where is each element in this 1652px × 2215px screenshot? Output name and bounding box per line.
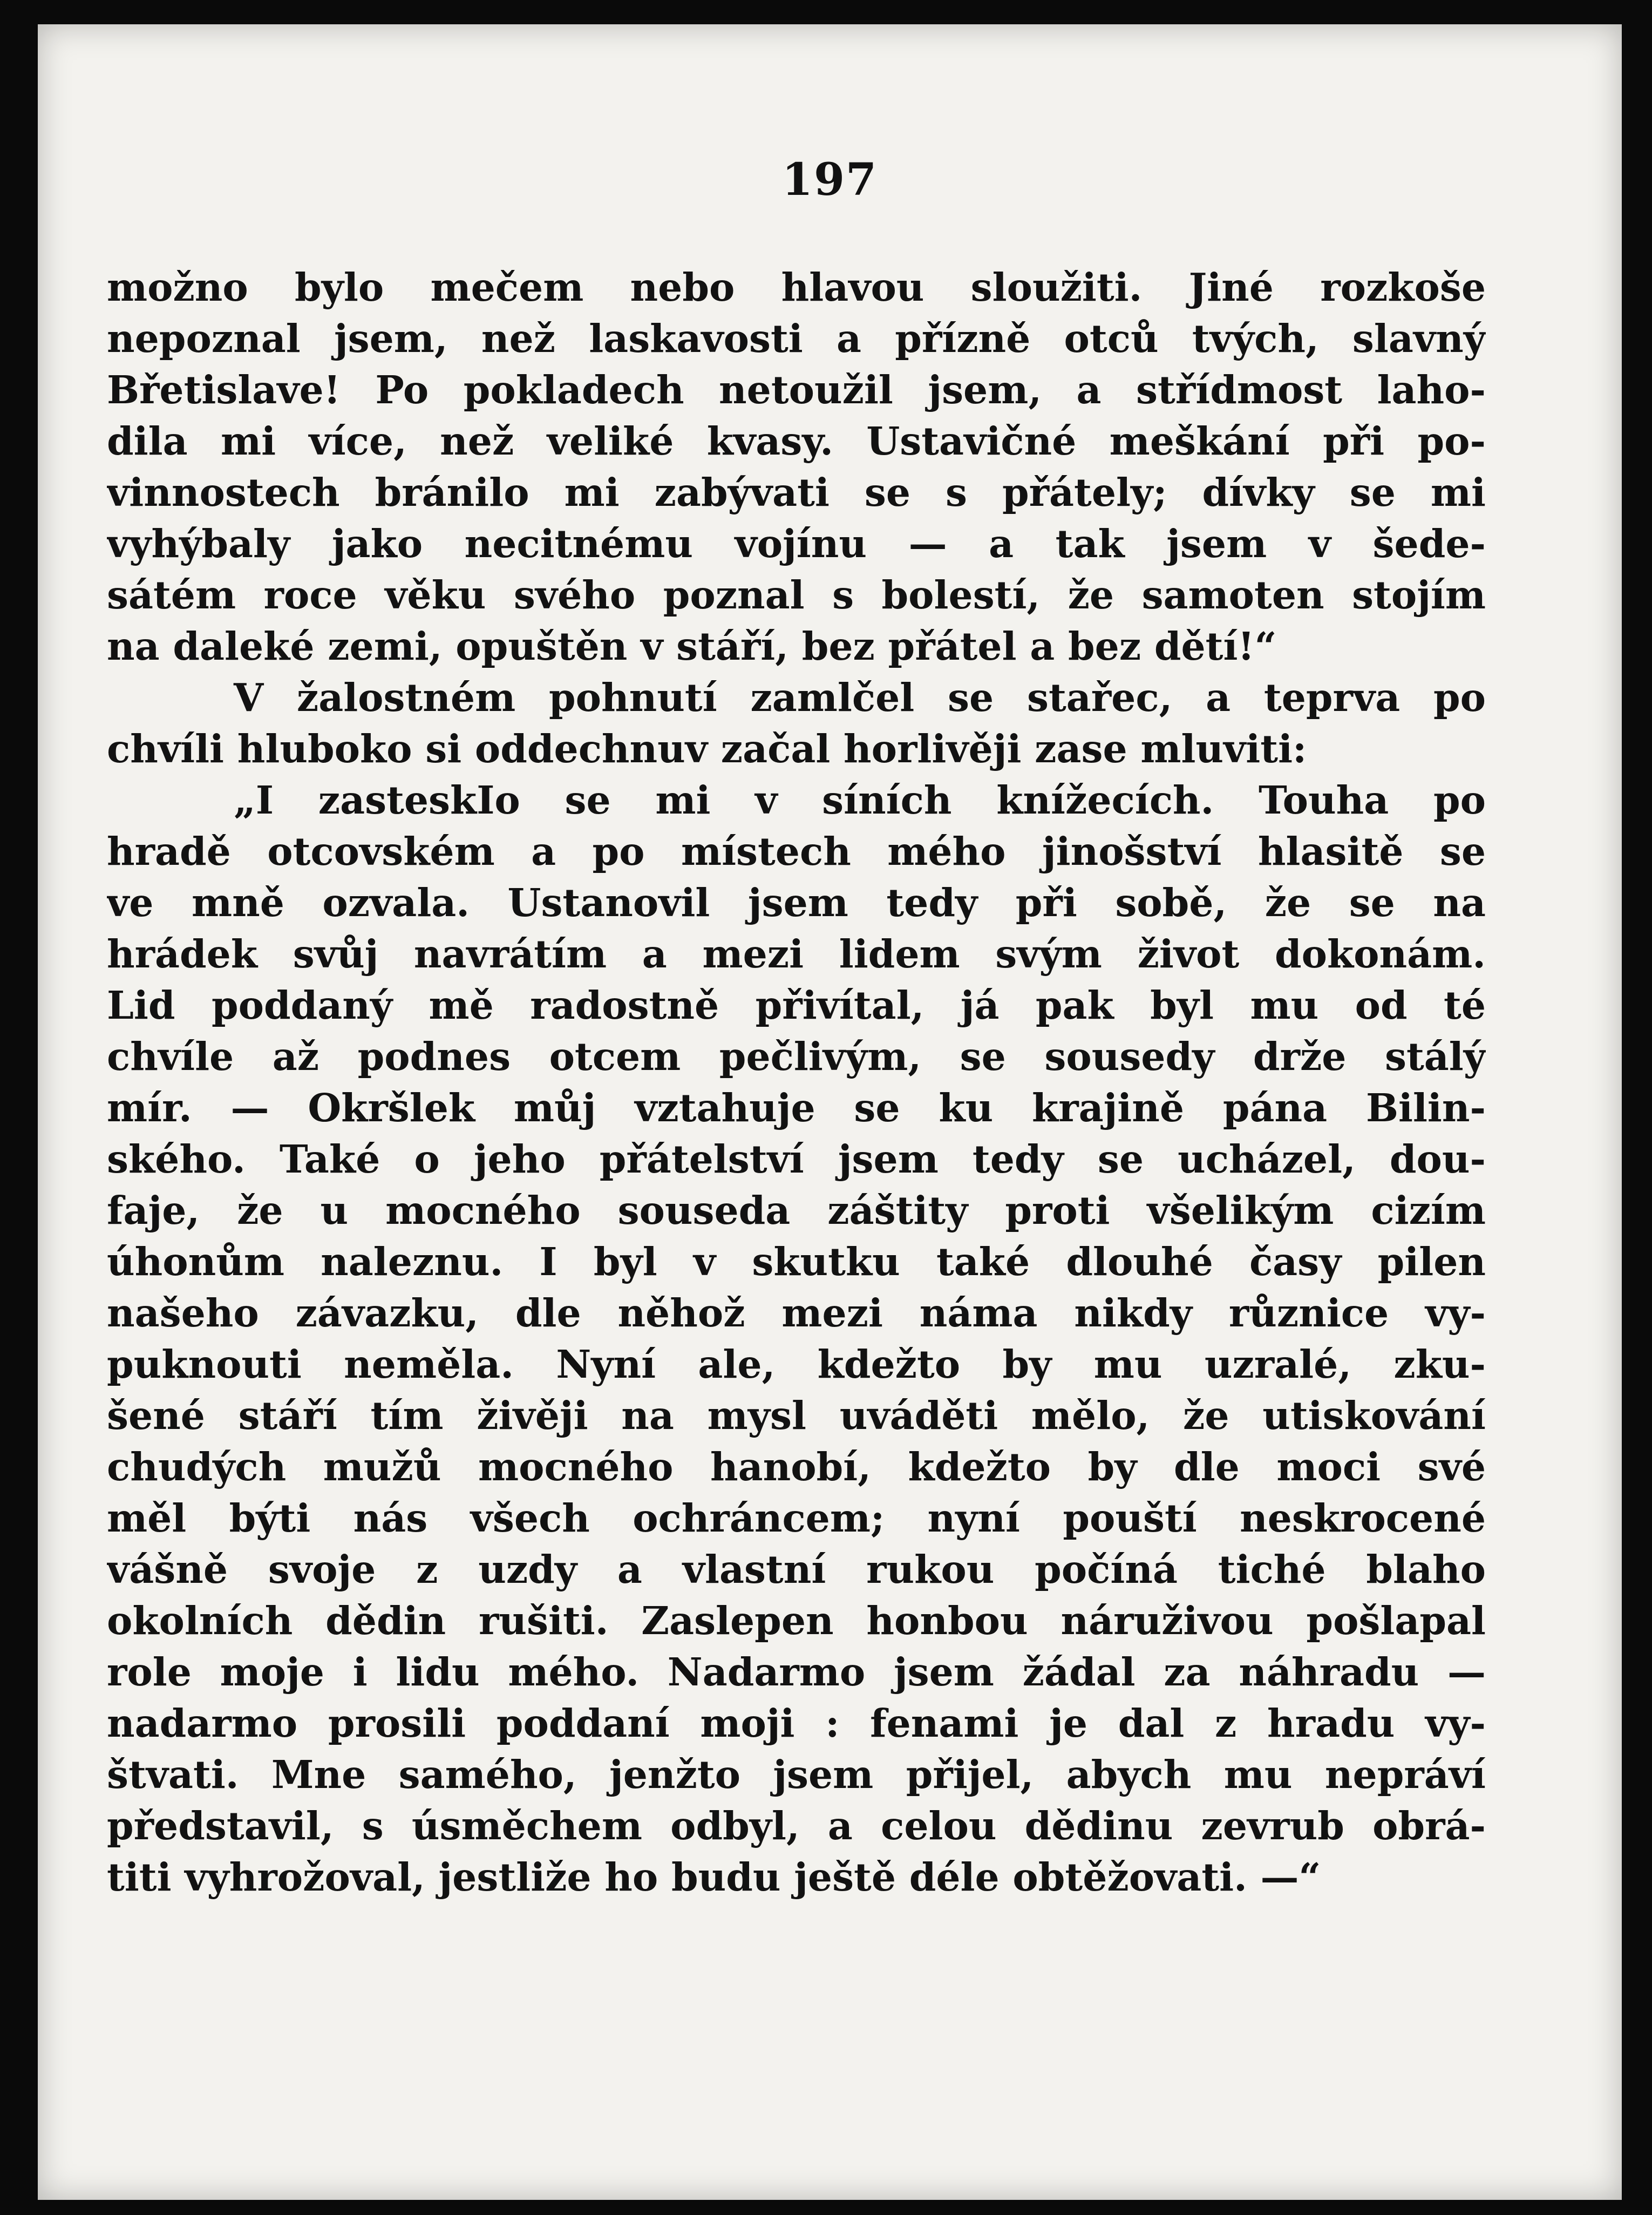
text-line: V žalostném pohnutí zamlčel se stařec, a teprva po xyxy=(234,675,1486,720)
text-line: chvíle až podnes otcem pečlivým, se sousedy drže stálý xyxy=(107,1034,1486,1079)
body-text xyxy=(107,262,1486,1903)
text-line: chvíli hluboko si oddechnuv začal horlivěji zase mluviti: xyxy=(107,726,1307,771)
text-line: představil, s úsměchem odbyl, a celou dědinu zevrub obrá- xyxy=(107,1803,1486,1848)
text-line: hrádek svůj navrátím a mezi lidem svým život dokonám. xyxy=(107,931,1486,977)
text-line: našeho závazku, dle něhož mezi náma nikdy různice vy- xyxy=(107,1290,1486,1336)
text-line: dila mi více, než veliké kvasy. Ustavičné meškání při po- xyxy=(107,418,1486,464)
text-line: měl býti nás všech ochráncem; nyní pouští neskrocené xyxy=(107,1495,1486,1541)
text-line: titi vyhrožoval, jestliže ho budu ještě déle obtěžovati. —“ xyxy=(107,1854,1321,1900)
text-line: vášně svoje z uzdy a vlastní rukou počíná tiché blaho xyxy=(107,1547,1486,1592)
text-line: hradě otcovském a po místech mého jinošství hlasitě se xyxy=(107,829,1486,874)
text-line: role moje i lidu mého. Nadarmo jsem žádal za náhradu — xyxy=(107,1649,1486,1695)
page-number: 197 xyxy=(781,154,878,206)
text-line: možno bylo mečem nebo hlavou sloužiti. Jiné rozkoše xyxy=(107,265,1486,310)
text-line: chudých mužů mocného hanobí, kdežto by dle moci své xyxy=(107,1444,1486,1489)
book-page xyxy=(38,24,1622,2200)
text-line: štvati. Mne samého, jenžto jsem přijel, abych mu nepráví xyxy=(107,1752,1486,1797)
text-line: okolních dědin rušiti. Zaslepen honbou náruživou pošlapal xyxy=(107,1598,1486,1643)
text-line: mír. — Okršlek můj vztahuje se ku krajině pána Bilin- xyxy=(107,1085,1486,1130)
text-line: „I zasteskIo se mi v síních knížecích. Touha po xyxy=(234,777,1486,823)
text-line: Břetislave! Po pokladech netoužil jsem, a střídmost laho- xyxy=(107,367,1486,412)
text-line: na daleké zemi, opuštěn v stáří, bez přátel a bez dětí!“ xyxy=(107,624,1277,669)
text-line: ského. Také o jeho přátelství jsem tedy se ucházel, dou- xyxy=(107,1136,1486,1182)
text-line: nepoznal jsem, než laskavosti a přízně otců tvých, slavný xyxy=(107,316,1486,361)
text-line: vyhýbaly jako necitnému vojínu — a tak jsem v šede- xyxy=(107,521,1486,566)
text-line: úhonům naleznu. I byl v skutku také dlouhé časy pilen xyxy=(107,1239,1486,1284)
text-line: ve mně ozvala. Ustanovil jsem tedy při sobě, že se na xyxy=(107,880,1486,925)
text-line: nadarmo prosili poddaní moji : fenami je dal z hradu vy- xyxy=(107,1701,1486,1746)
text-line: sátém roce věku svého poznal s bolestí, že samoten stojím xyxy=(107,572,1486,618)
text-line: šené stáří tím živěji na mysl uváděti mělo, že utiskování xyxy=(107,1393,1486,1438)
text-line: vinnostech bránilo mi zabývati se s přátely; dívky se mi xyxy=(107,470,1486,515)
text-line: Lid poddaný mě radostně přivítal, já pak byl mu od té xyxy=(107,983,1486,1028)
text-line: puknouti neměla. Nyní ale, kdežto by mu uzralé, zku- xyxy=(107,1342,1486,1387)
text-line: faje, že u mocného souseda záštity proti všelikým cizím xyxy=(107,1188,1486,1233)
